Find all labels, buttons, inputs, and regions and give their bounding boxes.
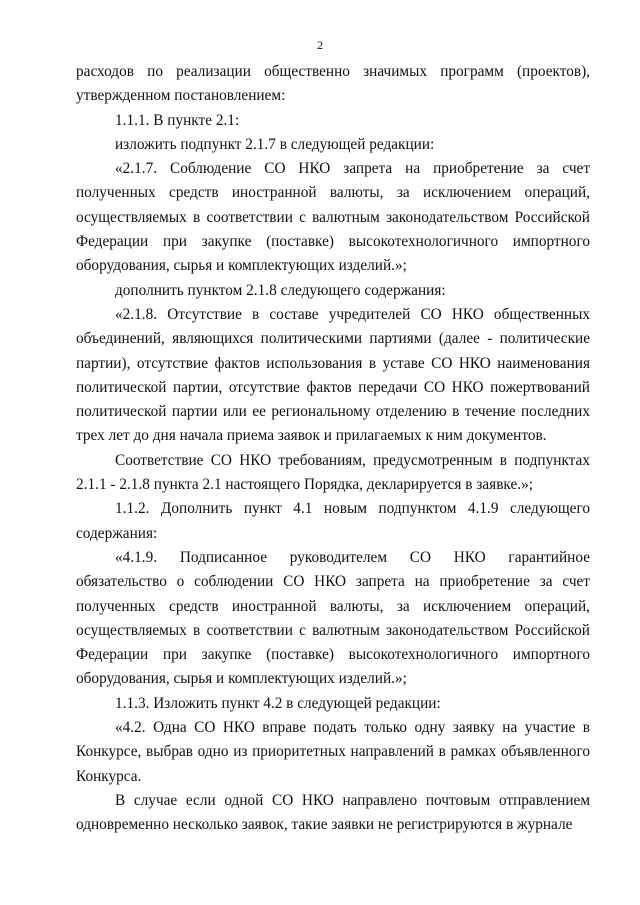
paragraph: 1.1.2. Дополнить пункт 4.1 новым подпунктом 4.1.9 следующего содержания: bbox=[76, 500, 590, 542]
paragraph: «2.1.8. Отсутствие в составе учредителей СО НКО общественных объединений, являющихся политическими партиями (далее - политические партии), отсутствие фактов использования в уставе СО НКО наименования политической партии, отсутствие фактов передачи СО НКО пожертвований политической партии или ее региональному отделению в течение последних трех лет до дня начала приема заявок и прилагаемых к ним документов. bbox=[76, 305, 590, 445]
paragraph: изложить подпункт 2.1.7 в следующей редакции: bbox=[115, 135, 435, 153]
paragraph: «4.1.9. Подписанное руководителем СО НКО гарантийное обязательство о соблюдении СО НКО запрета на приобретение за счет полученных средств иностранной валюты, за исключением операций, осуществляемых в соответствии с валютным законодательством Российской Федерации при закупке (поставке) высокотехнологичного импортного оборудования, сырья и комплектующих изделий.»; bbox=[76, 548, 590, 688]
document-body bbox=[76, 60, 590, 838]
paragraph: дополнить пунктом 2.1.8 следующего содержания: bbox=[115, 281, 446, 299]
paragraph: 1.1.1. В пункте 2.1: bbox=[115, 111, 240, 129]
paragraph: В случае если одной СО НКО направлено почтовым отправлением одновременно несколько заявок, такие заявки не регистрируются в журнале bbox=[76, 791, 590, 834]
paragraph: «4.2. Одна СО НКО вправе подать только одну заявку на участие в Конкурсе, выбрав одно из приоритетных направлений в рамках объявленного Конкурса. bbox=[76, 719, 590, 785]
paragraph: расходов по реализации общественно значимых программ (проектов), утвержденном постановлением: bbox=[76, 63, 590, 105]
paragraph: 1.1.3. Изложить пункт 4.2 в следующей редакции: bbox=[115, 694, 441, 712]
page-number: 2 bbox=[317, 38, 323, 52]
paragraph: Соответствие СО НКО требованиям, предусмотренным в подпунктах 2.1.1 - 2.1.8 пункта 2.1 настоящего Порядка, декларируется в заявке.»; bbox=[76, 451, 590, 494]
paragraph: «2.1.7. Соблюдение СО НКО запрета на приобретение за счет полученных средств иностранной валюты, за исключением операций, осуществляемых в соответствии с валютным законодательством Российской Федерации при закупке (поставке) высокотехнологичного импортного оборудования, сырья и комплектующих изделий.»; bbox=[76, 160, 590, 275]
